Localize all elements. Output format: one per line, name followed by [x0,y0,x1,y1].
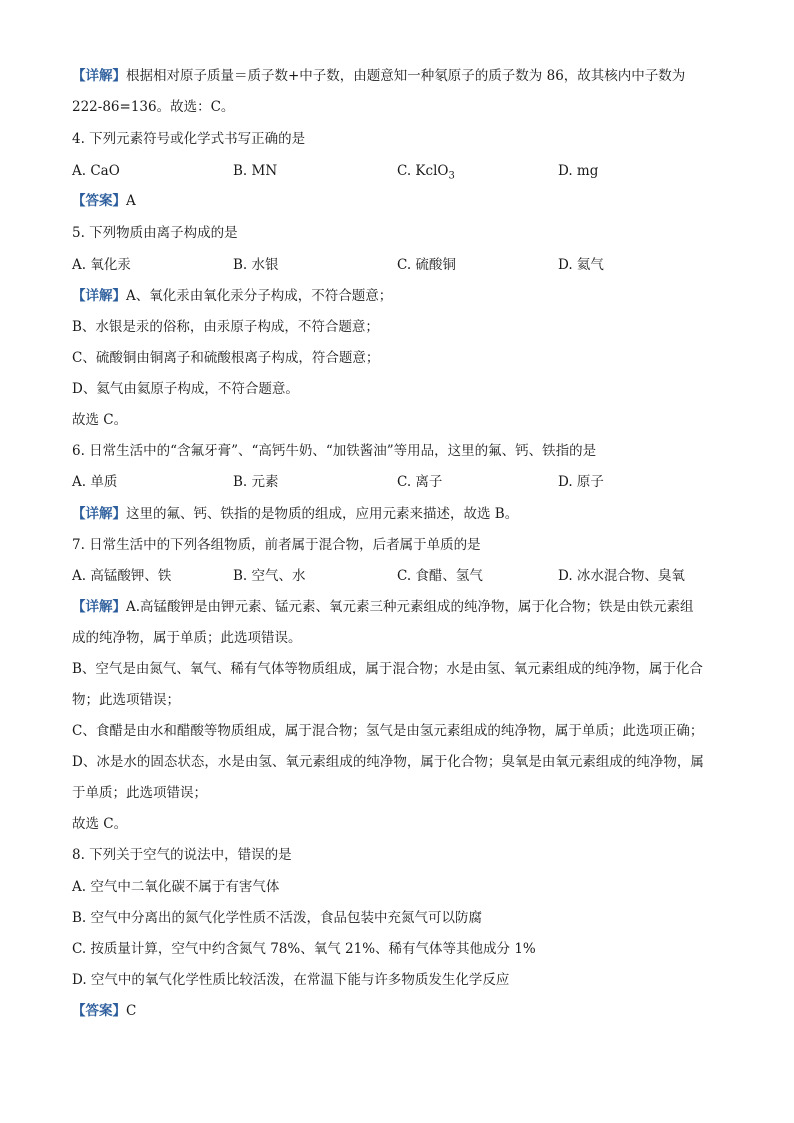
q5-detail-line-2: B、水银是汞的俗称，由汞原子构成，不符合题意； [72,319,379,335]
q6-option-a: A. 单质 [72,474,118,490]
q7-detail-conclusion: 故选 C。 [72,816,128,832]
q6-detail: 【详解】这里的氟、钙、铁指的是物质的组成，应用元素来描述，故选 B。 [72,506,519,522]
q6-option-d: D. 原子 [558,474,604,490]
q4-option-d: D. mg [558,163,599,179]
q3-detail-line-1: 【详解】根据相对原子质量＝质子数+中子数，由题意知一种氡原子的质子数为 86，故其核内中子数为 [72,68,686,84]
q4-option-a: A. CaO [72,163,120,179]
q4-stem: 4. 下列元素符号或化学式书写正确的是 [72,131,306,147]
q7-detail-line-1: 【详解】A.高锰酸钾是由钾元素、锰元素、氧元素三种元素组成的纯净物，属于化合物；铁是由铁元素组 [72,599,694,615]
q3-detail-line-2: 222-86=136。故选：C。 [72,99,235,115]
q6-option-c: C. 离子 [397,474,443,490]
q7-detail-line-2: 成的纯净物，属于单质；此选项错误。 [72,630,302,646]
q4-option-c: C. KclO$_3$ [397,163,455,182]
q5-detail-line-4: D、氦气由氦原子构成，不符合题意。 [72,381,299,397]
q7-option-b: B. 空气、水 [233,568,306,584]
q5-option-a: A. 氧化汞 [72,257,131,273]
answer-tag: 【答案】 [72,1003,126,1019]
q8-option-d: D. 空气中的氧气化学性质比较活泼，在常温下能与许多物质发生化学反应 [72,972,510,988]
q7-option-a: A. 高锰酸钾、铁 [72,568,172,584]
q8-stem: 8. 下列关于空气的说法中，错误的是 [72,847,292,863]
detail-tag: 【详解】 [72,506,126,522]
q5-detail-line-3: C、硫酸铜由铜离子和硫酸根离子构成，符合题意； [72,350,380,366]
q5-option-c: C. 硫酸铜 [397,257,456,273]
q4-answer: 【答案】A [72,193,136,209]
q5-option-b: B. 水银 [233,257,279,273]
q8-option-c: C. 按质量计算，空气中约含氮气 78%、氧气 21%、稀有气体等其他成分 1% [72,941,536,957]
q7-detail-line-5: C、食醋是由水和醋酸等物质组成，属于混合物；氢气是由氢元素组成的纯净物，属于单质；此选项正确； [72,723,704,739]
q8-answer: 【答案】C [72,1003,137,1019]
q6-option-b: B. 元素 [233,474,279,490]
q5-stem: 5. 下列物质由离子构成的是 [72,225,238,241]
detail-tag: 【详解】 [72,68,126,84]
q8-option-b: B. 空气中分离出的氮气化学性质不活泼，食品包装中充氮气可以防腐 [72,910,483,926]
q5-option-d: D. 氦气 [558,257,604,273]
detail-tag: 【详解】 [72,288,126,304]
q7-option-d: D. 冰水混合物、臭氧 [558,568,685,584]
q7-detail-line-6: D、冰是水的固态状态，水是由氢、氧元素组成的纯净物，属于化合物；臭氧是由氧元素组成的纯净物，属 [72,754,704,770]
answer-tag: 【答案】 [72,193,126,209]
detail-tag: 【详解】 [72,599,126,615]
q8-option-a: A. 空气中二氧化碳不属于有害气体 [72,879,280,895]
q4-option-b: B. MN [233,163,278,179]
q7-option-c: C. 食醋、氢气 [397,568,483,584]
q7-detail-line-4: 物；此选项错误； [72,692,180,708]
q5-detail-conclusion: 故选 C。 [72,412,128,428]
q7-detail-line-3: B、空气是由氮气、氧气、稀有气体等物质组成，属于混合物；水是由氢、氧元素组成的纯净物，属于化合 [72,661,703,677]
q7-stem: 7. 日常生活中的下列各组物质，前者属于混合物，后者属于单质的是 [72,537,481,553]
q5-detail-line-1: 【详解】A、氧化汞由氧化汞分子构成，不符合题意； [72,288,393,304]
q6-stem: 6. 日常生活中的“含氟牙膏”、“高钙牛奶、“加铁酱油”等用品，这里的氟、钙、铁指的是 [72,443,597,459]
q7-detail-line-7: 于单质；此选项错误； [72,785,207,801]
